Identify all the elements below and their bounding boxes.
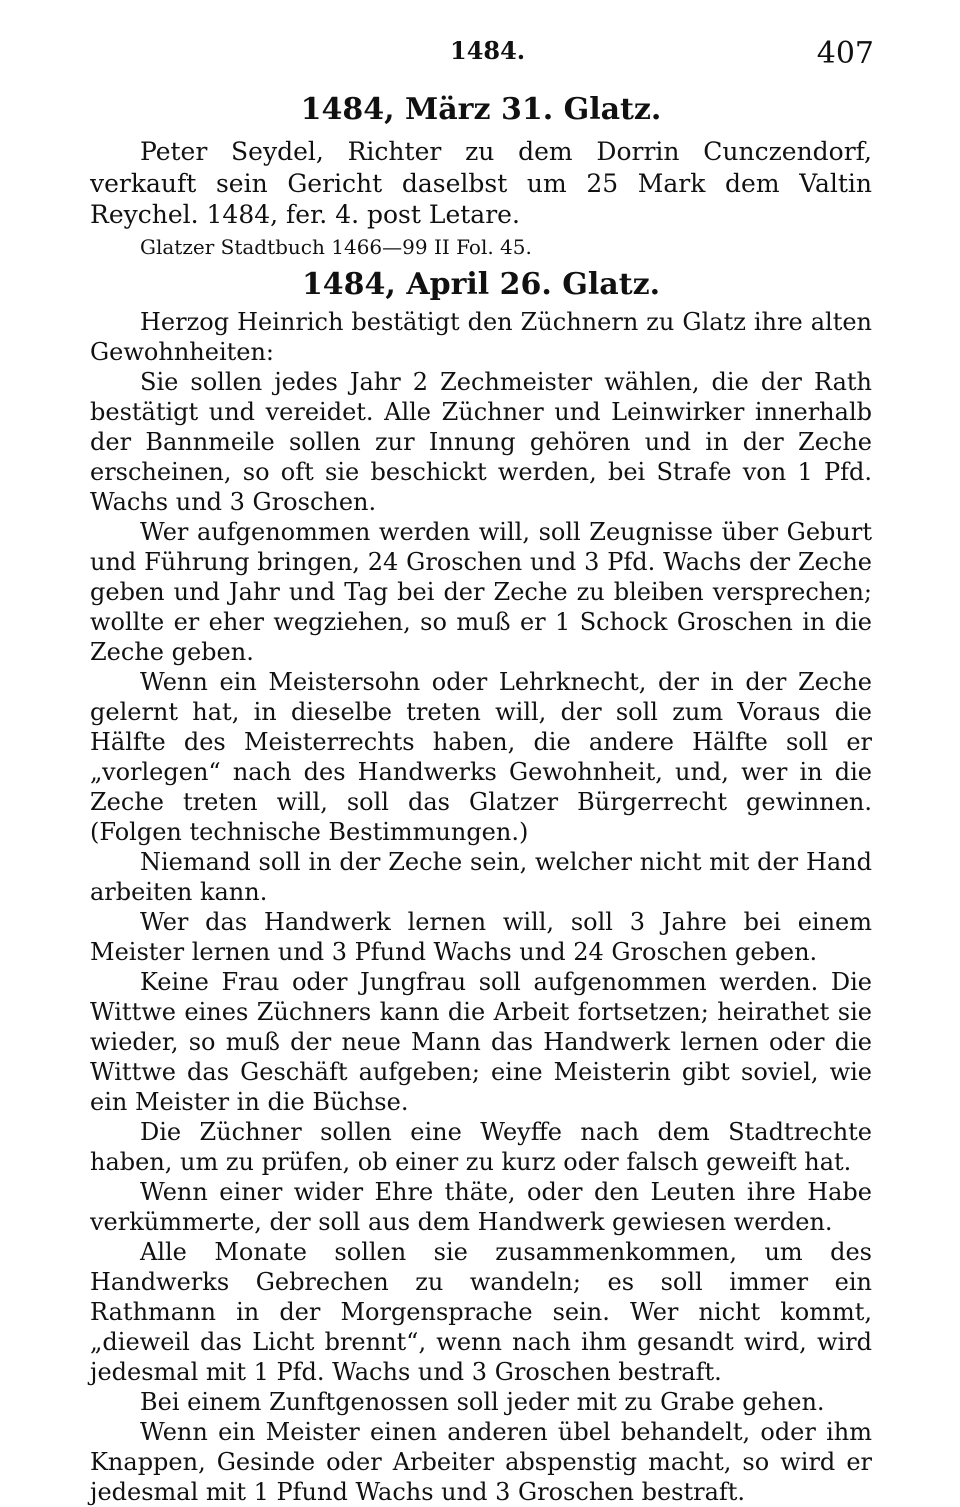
running-head-year: 1484. — [450, 36, 526, 65]
paragraph: Wenn ein Meistersohn oder Lehrknecht, der in der Zeche gelernt hat, in dieselbe treten will, der soll zum Voraus die Hälfte des Meisterrechts haben, die andere Hälfte soll er „vorlegen“ nach des Handwerks Gewohnheit, und, wer in die Zeche treten will, soll das Glatzer Bürgerrecht gewinnen. (Folgen technische Bestimmungen.) — [90, 668, 872, 846]
paragraph: Herzog Heinrich bestätigt den Züchnern zu Glatz ihre alten Gewohnheiten: — [90, 308, 872, 366]
paragraph: Niemand soll in der Zeche sein, welcher nicht mit der Hand arbeiten kann. — [90, 848, 872, 906]
paragraph: Keine Frau oder Jungfrau soll aufgenommen werden. Die Wittwe eines Züchners kann die Arbeit fortsetzen; heirathet sie wieder, so muß der neue Mann das Handwerk lernen oder die Wittwe das Geschäft aufgeben; eine Meisterin gibt soviel, wie ein Meister in die Büchse. — [90, 968, 872, 1116]
paragraph: Bei einem Zunftgenossen soll jeder mit zu Grabe gehen. — [140, 1388, 825, 1416]
entry-abstract: Peter Seydel, Richter zu dem Dorrin Cunczendorf, verkauft sein Gericht daselbst um 25 Mark dem Valtin Reychel. 1484, fer. 4. post Letare. — [90, 137, 872, 229]
paragraph: Sie sollen jedes Jahr 2 Zechmeister wählen, die der Rath bestätigt und vereidet. Alle Züchner und Leinwirker innerhalb der Bannmeile sollen zur Innung gehören und in der Zeche erscheinen, so oft sie beschickt werden, bei Strafe von 1 Pfd. Wachs und 3 Groschen. — [90, 368, 872, 516]
paragraph: Alle Monate sollen sie zusammenkommen, um des Handwerks Gebrechen zu wandeln; es soll immer ein Rathmann in der Morgensprache sein. Wer nicht kommt, „dieweil das Licht brennt“, wenn nach ihm gesandt wird, wird jedesmal mit 1 Pfd. Wachs und 3 Groschen bestraft. — [90, 1238, 872, 1386]
paragraph: Wenn einer wider Ehre thäte, oder den Leuten ihre Habe verkümmerte, der soll aus dem Handwerk gewiesen werden. — [90, 1178, 872, 1236]
document-entry-2 — [90, 263, 872, 1507]
paragraph: Wer aufgenommen werden will, soll Zeugnisse über Geburt und Führung bringen, 24 Groschen und 3 Pfd. Wachs der Zeche geben und Jahr und Tag bei der Zeche zu bleiben versprechen; wollte er eher wegziehen, so muß er 1 Schock Groschen in die Zeche geben. — [90, 518, 872, 666]
entry-heading: 1484, März 31. Glatz. — [300, 92, 662, 127]
paragraph: Wer das Handwerk lernen will, soll 3 Jahre bei einem Meister lernen und 3 Pfund Wachs und 24 Groschen geben. — [90, 908, 872, 966]
entry-heading: 1484, April 26. Glatz. — [301, 267, 661, 302]
page-number: 407 — [816, 36, 874, 71]
paragraph: Die Züchner sollen eine Weyffe nach dem Stadtrechte haben, um zu prüfen, ob einer zu kurz oder falsch geweift hat. — [90, 1118, 872, 1176]
entry-source-reference: Glatzer Stadtbuch 1466—99 II Fol. 45. — [140, 234, 532, 259]
document-entry-1 — [90, 88, 872, 261]
running-head — [0, 36, 960, 76]
paragraph: Wenn ein Meister einen anderen übel behandelt, oder ihm Knappen, Gesinde oder Arbeiter abspenstig macht, so wird er jedesmal mit 1 Pfund Wachs und 3 Groschen bestraft. — [90, 1418, 872, 1506]
